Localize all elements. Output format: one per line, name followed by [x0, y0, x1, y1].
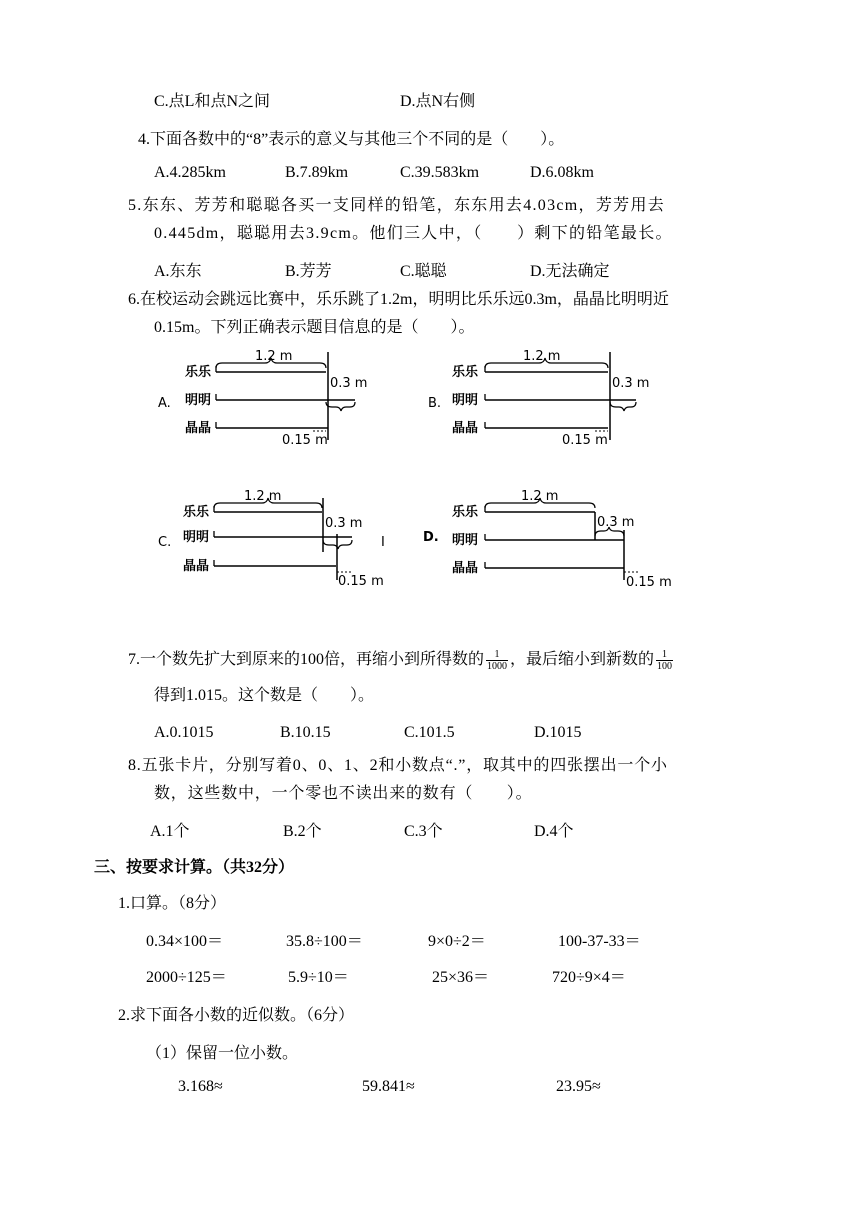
q7-line1 [128, 646, 675, 672]
q7-option-a: A.0.1015 [154, 724, 214, 741]
q5-option-c: C.聪聪 [400, 263, 447, 280]
q6-diagrams [0, 340, 860, 600]
diagram-a-name-mingming: 明明 [185, 393, 212, 408]
q5-option-d: D.无法确定 [530, 263, 610, 280]
q7-line2: 得到1.015。这个数是（ ）。 [154, 687, 375, 704]
diagram-b-len-0-3: 0.3 m [612, 376, 650, 391]
q6-line1: 6.在校运动会跳远比赛中，乐乐跳了1.2m，明明比乐乐远0.3m，晶晶比明明近 [128, 291, 669, 308]
calc-1-3: 9×0÷2＝ [428, 933, 486, 950]
q5-option-b: B.芳芳 [285, 263, 332, 280]
diagram-c-name-lele: 乐乐 [183, 505, 210, 520]
diagram-d [423, 489, 672, 590]
diagram-c [158, 489, 385, 589]
diagram-c-len-1-2: 1.2 m [244, 489, 282, 504]
q7-frac2-num: 1 [656, 649, 673, 661]
q8-option-d: D.4个 [534, 823, 574, 840]
section3-heading: 三、按要求计算。（共32分） [94, 859, 295, 876]
diagram-c-name-mingming: 明明 [183, 530, 210, 545]
q7-option-c: C.101.5 [404, 724, 455, 741]
diagram-c-len-0-3: 0.3 m [325, 516, 363, 531]
diagram-b-name-mingming: 明明 [452, 393, 479, 408]
q7-text-part2: ，最后缩小到新数的 [510, 651, 655, 668]
calc-1-2: 35.8÷100＝ [286, 933, 363, 950]
diagram-a-len-0-15: 0.15 m [282, 433, 328, 448]
q7-frac1-num: 1 [486, 649, 508, 661]
q5-line2: 0.445dm，聪聪用去3.9cm。他们三人中，（ ）剩下的铅笔最长。 [154, 225, 673, 242]
calc-1-4: 100-37-33＝ [558, 933, 641, 950]
q4-option-c: C.39.583km [400, 164, 480, 181]
q3-option-d: D.点N右侧 [400, 93, 476, 110]
q4-option-d: D.6.08km [530, 164, 594, 181]
approx-2: 59.841≈ [362, 1078, 415, 1095]
diagram-b-name-jingjing: 晶晶 [452, 421, 479, 436]
section3-sub2: 2.求下面各小数的近似数。（6分） [118, 1007, 355, 1024]
diagram-a-len-0-3: 0.3 m [330, 376, 368, 391]
diagram-a-name-lele: 乐乐 [185, 365, 212, 380]
q5-option-a: A.东东 [154, 263, 202, 280]
q8-line1: 8.五张卡片，分别写着0、0、1、2和小数点“.”，取其中的四张摆出一个小 [128, 757, 668, 774]
diagram-c-label: C. [158, 535, 172, 550]
diagram-d-len-1-2: 1.2 m [521, 489, 559, 504]
q5-line1: 5.东东、芳芳和聪聪各买一支同样的铅笔，东东用去4.03cm，芳芳用去 [128, 197, 666, 214]
diagram-b-name-lele: 乐乐 [452, 365, 479, 380]
q7-fraction-1 [486, 649, 508, 672]
diagram-a-len-1-2: 1.2 m [255, 349, 293, 364]
approx-3: 23.95≈ [556, 1078, 601, 1095]
diagram-b-len-1-2: 1.2 m [523, 349, 561, 364]
q4-stem: 4.下面各数中的“8”表示的意义与其他三个不同的是（ ）。 [138, 131, 565, 148]
q7-option-d: D.1015 [534, 724, 582, 741]
q8-option-a: A.1个 [150, 823, 190, 840]
q8-option-b: B.2个 [283, 823, 322, 840]
diagram-b-len-0-15: 0.15 m [562, 433, 608, 448]
q7-fraction-2 [656, 649, 673, 672]
diagram-a-name-jingjing: 晶晶 [185, 421, 212, 436]
calc-2-4: 720÷9×4＝ [552, 969, 626, 986]
q7-frac1-den: 1000 [487, 660, 508, 672]
q4-option-a: A.4.285km [154, 164, 226, 181]
diagram-c-name-jingjing: 晶晶 [183, 559, 210, 574]
calc-2-1: 2000÷125＝ [146, 969, 227, 986]
q7-text-part1: 7.一个数先扩大到原来的100倍，再缩小到所得数的 [128, 651, 485, 668]
section3-sub1: 1.口算。（8分） [118, 895, 227, 912]
diagram-d-label: D. [423, 530, 439, 545]
approx-1: 3.168≈ [178, 1078, 223, 1095]
stray-mark: I [381, 535, 385, 550]
q6-line2: 0.15m。下列正确表示题目信息的是（ ）。 [154, 319, 475, 336]
calc-1-1: 0.34×100＝ [146, 933, 224, 950]
q8-line2: 数，这些数中，一个零也不读出来的数有（ ）。 [154, 785, 533, 802]
diagram-d-len-0-3: 0.3 m [597, 515, 635, 530]
q4-option-b: B.7.89km [285, 164, 349, 181]
section3-sub2-1: （1）保留一位小数。 [146, 1045, 299, 1062]
diagram-d-len-0-15: 0.15 m [626, 575, 672, 590]
q7-option-b: B.10.15 [280, 724, 331, 741]
diagram-b [428, 349, 649, 448]
q3-option-c: C.点L和点N之间 [154, 93, 271, 110]
calc-2-3: 25×36＝ [432, 969, 490, 986]
calc-2-2: 5.9÷10＝ [288, 969, 349, 986]
diagram-d-name-mingming: 明明 [452, 533, 479, 548]
diagram-d-name-jingjing: 晶晶 [452, 561, 479, 576]
diagram-d-name-lele: 乐乐 [452, 505, 479, 520]
diagram-a [158, 349, 367, 448]
diagram-b-label: B. [428, 396, 442, 411]
q8-option-c: C.3个 [404, 823, 443, 840]
diagram-a-label: A. [158, 396, 171, 411]
diagram-c-len-0-15: 0.15 m [338, 574, 384, 589]
q7-frac2-den: 100 [657, 660, 673, 672]
